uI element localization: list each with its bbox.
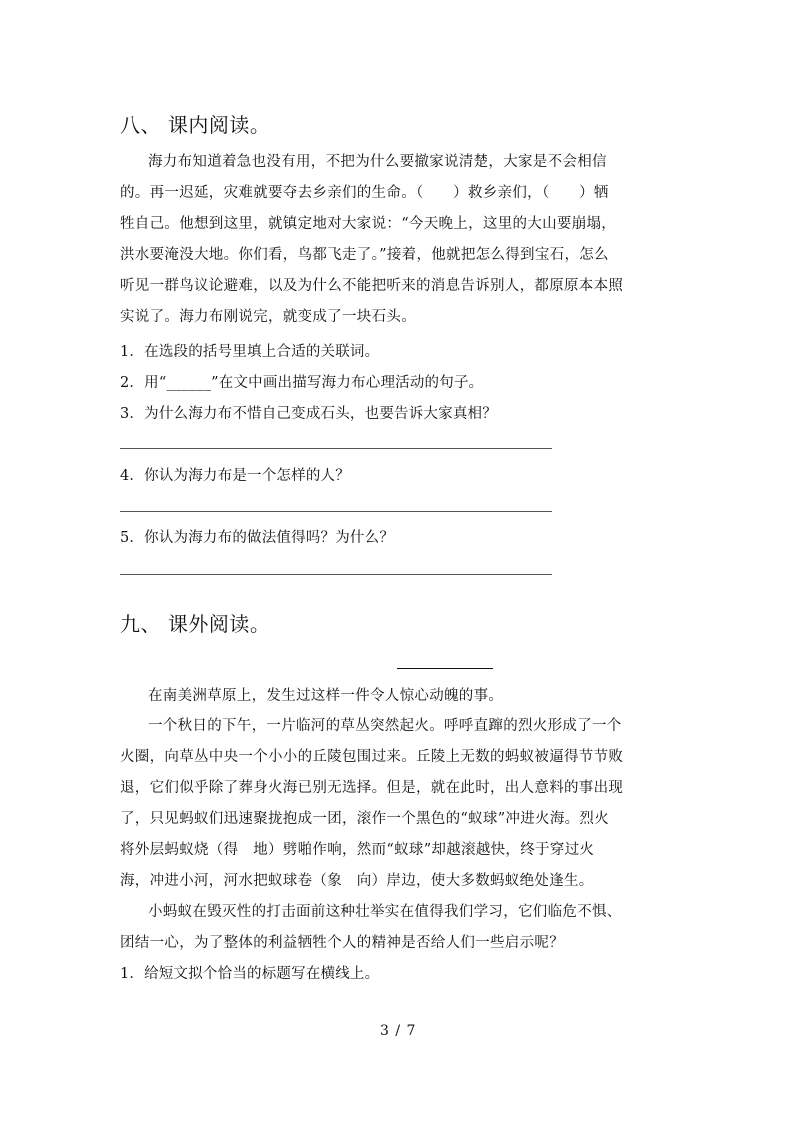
passage-8-line-2: 的。再一迟延，灾难就要夺去乡亲们的生命。（ ）救乡亲们，（ ）牺 xyxy=(120,185,609,201)
passage-8-line-6: 实说了。海力布刚说完，就变成了一块石头。 xyxy=(120,309,416,325)
passage-8-line-3: 牲自己。他想到这里，就镇定地对大家说：“今天晚上，这里的大山要崩塌， xyxy=(120,216,617,232)
passage-8-line-4: 洪水要淹没大地。你们看，鸟都飞走了。”接着，他就把怎么得到宝石，怎么 xyxy=(120,247,609,263)
passage-9-line-8: 小蚂蚁在毁灭性的打击面前这种壮举实在值得我们学习，它们临危不惧、 xyxy=(148,904,622,920)
answer-line-8-3[interactable] xyxy=(120,448,552,449)
question-8-4: 4．你认为海力布是一个怎样的人？ xyxy=(120,468,350,484)
question-8-2: 2．用“______”在文中画出描写海力布心理活动的句子。 xyxy=(120,375,484,391)
passage-9-line-7: 海，冲进小河，河水把蚁球卷（象 向）岸边，使大多数蚂蚁绝处逢生。 xyxy=(120,873,594,889)
passage-9-line-4: 退，它们似乎除了葬身火海已别无选择。但是，就在此时，出人意料的事出现 xyxy=(120,780,624,796)
passage-8-line-1: 海力布知道着急也没有用，不把为什么要撤家说清楚，大家是不会相信 xyxy=(148,154,607,170)
passage-9-line-5: 了，只见蚂蚁们迅速聚拢抱成一团，滚作一个黑色的“蚁球”冲进火海。烈火 xyxy=(120,811,610,827)
passage-9-line-9: 团结一心，为了整体的利益牺牲个人的精神是否给人们一些启示呢？ xyxy=(120,935,564,951)
question-8-1: 1．在选段的括号里填上合适的关联词。 xyxy=(120,344,380,360)
section-8-heading: 八、 课内阅读。 xyxy=(120,113,271,137)
passage-9-line-1: 在南美洲草原上，发生过这样一件令人惊心动魄的事。 xyxy=(148,688,504,704)
passage-9-line-3: 火圈，向草丛中央一个小小的丘陵包围过来。丘陵上无数的蚂蚁被逼得节节败 xyxy=(120,749,624,765)
question-8-5: 5．你认为海力布的做法值得吗？为什么？ xyxy=(120,530,395,546)
passage-9-line-6: 将外层蚂蚁烧（得 地）劈啪作响，然而“蚁球”却越滚越快，终于穿过火 xyxy=(120,842,595,858)
answer-line-8-5[interactable] xyxy=(120,574,552,575)
title-blank-line[interactable] xyxy=(397,668,493,669)
passage-8-line-5: 听见一群鸟议论避难，以及为什么不能把听来的消息告诉别人，都原原本本照 xyxy=(120,278,624,294)
passage-9-line-2: 一个秋日的下午，一片临河的草丛突然起火。呼呼直蹿的烈火形成了一个 xyxy=(148,718,622,734)
page-number: 3 / 7 xyxy=(380,1023,417,1039)
question-8-3: 3．为什么海力布不惜自己变成石头，也要告诉大家真相？ xyxy=(120,406,497,422)
section-9-heading: 九、 课外阅读。 xyxy=(120,612,271,636)
question-9-1: 1．给短文拟个恰当的标题写在横线上。 xyxy=(120,966,380,982)
answer-line-8-4[interactable] xyxy=(120,511,552,512)
